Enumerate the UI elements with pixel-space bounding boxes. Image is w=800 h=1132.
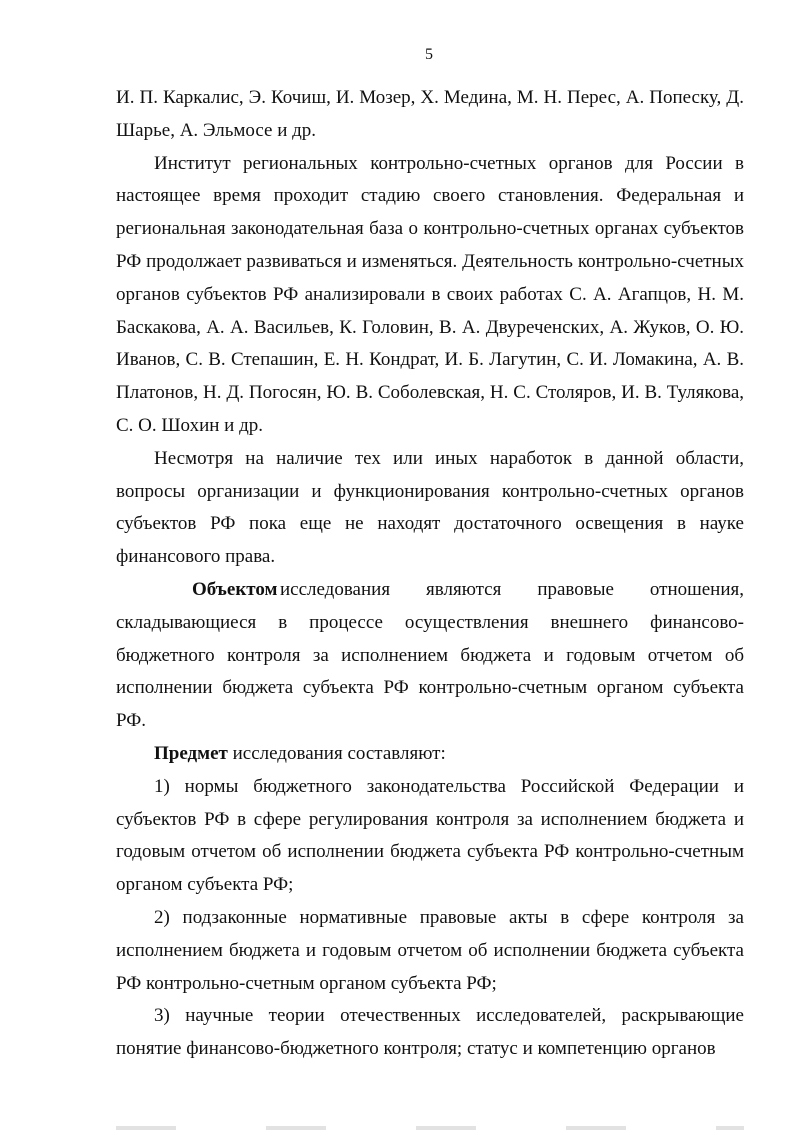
paragraph-authors-continued: И. П. Каркалис, Э. Кочиш, И. Мозер, Х. Медина, М. Н. Перес, А. Попеску, Д. Шарье, А. Эльмосе и др. xyxy=(116,87,744,141)
list-item-1: 1) нормы бюджетного законодательства Российской Федерации и субъектов РФ в сфере регулирования контроля за исполнением бюджета и годовым отчетом об исполнении бюджета субъекта РФ контрольно-счетным органом субъекта РФ; xyxy=(116,775,744,896)
list-item-2: 2) подзаконные нормативные правовые акты в сфере контроля за исполнением бюджета и годовым отчетом об исполнении бюджета субъекта РФ контрольно-счетным органом субъекта РФ; xyxy=(116,906,744,994)
object-text: исследования являются правовые отношения, складывающиеся в процессе осуществления внешнего финансово-бюджетного контроля за исполнением бюджета и годовым отчетом об исполнении бюджета субъекта РФ контрольно-счетным органом субъекта РФ. xyxy=(116,578,744,732)
paragraph-object xyxy=(116,574,744,738)
subject-label: Предмет xyxy=(154,742,228,764)
subject-text: исследования составляют: xyxy=(232,742,446,764)
paragraph-institute: Институт региональных контрольно-счетных органов для России в настоящее время проходит стадию своего становления. Федеральная и региональная законодательная база о контрольно-счетных органах субъектов РФ продолжает развиваться и изменяться. Деятельность контрольно-счетных органов субъектов РФ анализировали в своих работах С. А. Агапцов, Н. М. Баскакова, А. А. Васильев, К. Головин, В. А. Двуреченских, А. Жуков, О. Ю. Иванов, С. В. Степашин, Е. Н. Кондрат, И. Б. Лагутин, С. И. Ломакина, А. В. Платонов, Н. Д. Погосян, Ю. В. Соболевская, Н. С. Столяров, И. В. Тулякова, С. О. Шохин и др. xyxy=(116,152,744,436)
page-number: 5 xyxy=(425,46,433,63)
paragraph-despite: Несмотря на наличие тех или иных наработок в данной области, вопросы организации и функционирования контрольно-счетных органов субъектов РФ пока еще не находят достаточного освещения в науке финансового права. xyxy=(116,447,744,568)
object-label: Объектом xyxy=(192,578,278,600)
body-text xyxy=(116,82,744,1066)
list-item-3: 3) научные теории отечественных исследователей, раскрывающие понятие финансово-бюджетного контроля; статус и компетенцию органов xyxy=(116,1005,744,1060)
paragraph-subject xyxy=(116,738,744,771)
cut-off-next-line xyxy=(116,1126,744,1130)
